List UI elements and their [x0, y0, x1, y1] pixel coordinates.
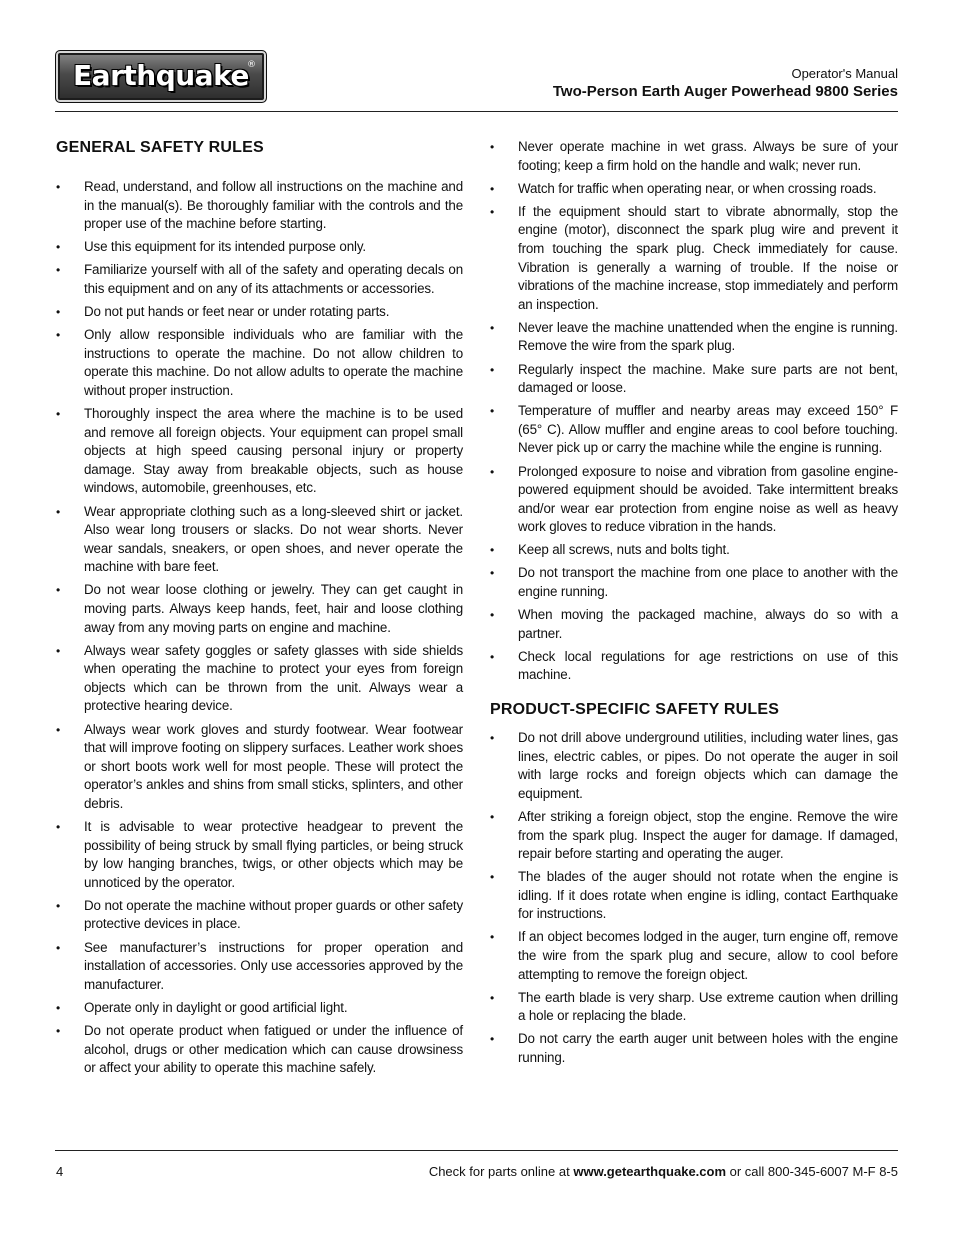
rule-item	[490, 729, 898, 803]
rule-text: It is advisable to wear protective headgear to prevent the possibility of being struck by small flying particles, or being struck by low hanging branches, twigs, or other objects which may be unnoticed by the operator.	[84, 819, 463, 890]
rule-item	[56, 721, 463, 814]
bullet-icon: •	[56, 305, 61, 320]
rule-text: If an object becomes lodged in the auger, turn engine off, remove the wire from the spark plug and secure, allow to cool before attempting to remove the foreign object.	[518, 929, 898, 982]
rule-item	[56, 303, 463, 322]
rule-text: Read, understand, and follow all instructions on the machine and in the manual(s). Be thoroughly familiar with the controls and the proper use of the machine before starting.	[84, 179, 463, 232]
document-header	[553, 66, 898, 102]
rule-text: Wear appropriate clothing such as a long-sleeved shirt or jacket. Also wear long trousers or slacks. Do not wear shorts. Never wear sandals, sneakers, or open shoes, and never operate the machine with bare feet.	[84, 503, 463, 575]
rule-item	[490, 541, 898, 560]
rule-item	[56, 261, 463, 298]
bullet-icon: •	[56, 407, 61, 422]
bullet-icon: •	[56, 1023, 61, 1038]
rule-item	[490, 868, 898, 924]
rule-item	[56, 178, 463, 234]
left-column	[56, 138, 463, 1082]
rule-item	[56, 326, 463, 400]
rule-text: The earth blade is very sharp. Use extreme caution when drilling a hole or replacing the blade.	[518, 989, 898, 1024]
brand-logo	[55, 50, 267, 103]
product-safety-list	[490, 729, 898, 1068]
bullet-icon: •	[490, 362, 495, 377]
rule-item	[490, 319, 898, 356]
bullet-icon: •	[56, 583, 61, 598]
rule-item	[56, 897, 463, 934]
logo-text: Earthquake	[73, 59, 249, 92]
bullet-icon: •	[490, 649, 495, 664]
rule-text: Use this equipment for its intended purpose only.	[84, 239, 366, 255]
product-safety-heading: PRODUCT-SPECIFIC SAFETY RULES	[490, 701, 780, 719]
rule-text: Always wear safety goggles or safety glasses with side shields when operating the machine to protect your eyes from foreign objects which can be thrown from the unit. Always wear a protective hearing device.	[84, 642, 463, 714]
footer-divider	[55, 1150, 898, 1151]
bullet-icon: •	[490, 464, 495, 479]
rule-item	[490, 928, 898, 984]
bullet-icon: •	[490, 543, 495, 558]
rule-text: Check local regulations for age restrictions on use of this machine.	[518, 648, 898, 683]
bullet-icon: •	[490, 990, 495, 1005]
footer-contact	[429, 1164, 898, 1179]
bullet-icon: •	[56, 940, 61, 955]
rule-item	[490, 564, 898, 601]
bullet-icon: •	[56, 328, 61, 343]
bullet-icon: •	[56, 898, 61, 913]
bullet-icon: •	[56, 1000, 61, 1015]
rule-text: Operate only in daylight or good artificial light.	[84, 999, 348, 1015]
bullet-icon: •	[56, 722, 61, 737]
rule-text: Prolonged exposure to noise and vibration from gasoline engine-powered equipment should be avoided. Take intermittent breaks and/or wear ear protection from engine noise as well as heavy work gloves to reduce vibration in the hands.	[518, 463, 898, 535]
rule-text: See manufacturer’s instructions for proper operation and installation of accessories. Only use accessories approved by the manufacturer.	[84, 939, 463, 992]
rule-item	[56, 238, 463, 257]
footer-text-prefix: Check for parts online at	[428, 1164, 574, 1179]
rule-text: Keep all screws, nuts and bolts tight.	[518, 542, 730, 558]
rule-text: Do not transport the machine from one place to another with the engine running.	[518, 565, 898, 600]
bullet-icon: •	[490, 1032, 495, 1047]
rule-text: Never leave the machine unattended when the engine is running. Remove the wire from the spark plug.	[518, 319, 898, 354]
rule-text: If the equipment should start to vibrate abnormally, stop the engine (motor), disconnect the spark plug wire and prevent it from touching the spark plug. Check immediately for cause. Vibration is generally a warning of trouble. If the noise or vibrations of the machine increase, stop immediately and perform an inspection.	[518, 203, 898, 312]
rule-text: Do not carry the earth auger unit between holes with the engine running.	[518, 1031, 898, 1066]
bullet-icon: •	[490, 204, 495, 219]
bullet-icon: •	[490, 608, 495, 623]
bullet-icon: •	[490, 731, 495, 746]
rule-item	[56, 642, 463, 716]
rule-item	[490, 463, 898, 537]
rule-text: After striking a foreign object, stop the engine. Remove the wire from the spark plug. Inspect the auger for damage. If damaged, repair before starting and operating the auger.	[518, 808, 898, 862]
bullet-icon: •	[490, 930, 495, 945]
rule-item	[490, 648, 898, 685]
right-column	[490, 138, 898, 1072]
rule-item	[490, 203, 898, 315]
rule-text: Do not put hands or feet near or under rotating parts.	[84, 304, 390, 320]
rule-item	[490, 989, 898, 1026]
bullet-icon: •	[56, 240, 61, 255]
rule-text: Watch for traffic when operating near, or when crossing roads.	[518, 180, 877, 196]
bullet-icon: •	[56, 820, 61, 834]
rule-item	[490, 361, 898, 398]
rule-text: Temperature of muffler and nearby areas may exceed 150° F (65° C). Allow muffler and engine areas to cool before touching. Never pick up or carry the machine while the engine is running.	[518, 403, 898, 456]
rule-text: Never operate machine in wet grass. Always be sure of your footing; keep a firm hold on the handle and walk; never run.	[518, 139, 898, 173]
rule-text: Only allow responsible individuals who are familiar with the instructions to operate the machine. Do not allow children to operate this machine. Do not allow adults to operate the machine without proper instruction.	[84, 327, 463, 398]
rule-item	[490, 606, 898, 643]
rule-text: Familiarize yourself with all of the safety and operating decals on this equipment and on any of its attachments or accessories.	[84, 262, 463, 296]
bullet-icon: •	[490, 320, 495, 335]
rule-text: Do not operate product when fatigued or under the influence of alcohol, drugs or other medication which can cause drowsiness or affect your ability to operate this machine safely.	[84, 1022, 463, 1076]
footer-text-suffix: or call 800-345-6007 M-F 8-5	[726, 1164, 898, 1179]
rule-item	[56, 999, 463, 1018]
rule-text: Do not operate the machine without proper guards or other safety protective devices in place.	[84, 897, 463, 932]
rule-text: Do not drill above underground utilities, including water lines, gas lines, electric cables, or pipes. Do not operate the auger in soil with large rocks and foreign objects which can damage the equipment.	[518, 730, 898, 801]
manual-subtitle: Operator's Manual	[791, 66, 898, 81]
rule-item	[56, 939, 463, 995]
bullet-icon: •	[490, 140, 495, 154]
bullet-icon: •	[56, 180, 61, 194]
rule-item	[56, 818, 463, 892]
rule-text: Always wear work gloves and sturdy footwear. Wear footwear that will improve footing on slippery surfaces. Leather work shoes or short boots work well for most people. These will protect the operator’s ankles and shins from small sticks, splinters, and other debris.	[84, 721, 463, 811]
bullet-icon: •	[490, 566, 495, 581]
page-number: 4	[56, 1164, 64, 1179]
rule-text: Regularly inspect the machine. Make sure parts are not bent, damaged or loose.	[518, 361, 898, 396]
website-link[interactable]: www.getearthquake.com	[573, 1164, 727, 1179]
manual-title: Two-Person Earth Auger Powerhead 9800 Series	[552, 83, 898, 100]
rule-text: Do not wear loose clothing or jewelry. They can get caught in moving parts. Always keep hands, feet, hair and loose clothing away from any moving parts on engine and machine.	[84, 582, 463, 635]
rule-item	[490, 180, 898, 199]
general-safety-list	[56, 178, 463, 1078]
rule-text: Thoroughly inspect the area where the machine is to be used and remove all foreign objects. Your equipment can propel small objects at high speed causing personal injury or property damage. Stay away from breakable objects, such as house windows, automobile, greenhouses, etc.	[84, 406, 463, 496]
bullet-icon: •	[490, 870, 495, 885]
general-safety-list-continued	[490, 138, 898, 685]
bullet-icon: •	[56, 263, 61, 278]
rule-item	[56, 1022, 463, 1078]
bullet-icon: •	[56, 643, 61, 658]
general-safety-heading: GENERAL SAFETY RULES	[56, 139, 264, 156]
rule-item	[56, 503, 463, 577]
bullet-icon: •	[490, 404, 495, 419]
rule-item	[56, 581, 463, 637]
rule-text: The blades of the auger should not rotate when the engine is idling. If it does rotate when engine is idling, contact Earthquake for instructions.	[518, 869, 898, 922]
logo-registered-mark: ®	[247, 60, 256, 70]
header-divider	[55, 111, 898, 112]
bullet-icon: •	[490, 809, 495, 824]
bullet-icon: •	[490, 181, 495, 196]
rule-item	[490, 808, 898, 864]
rule-item	[490, 402, 898, 458]
rule-item	[490, 1030, 898, 1067]
rule-text: When moving the packaged machine, always do so with a partner.	[518, 607, 898, 641]
rule-item	[490, 138, 898, 175]
rule-item	[56, 405, 463, 498]
bullet-icon: •	[56, 504, 61, 519]
